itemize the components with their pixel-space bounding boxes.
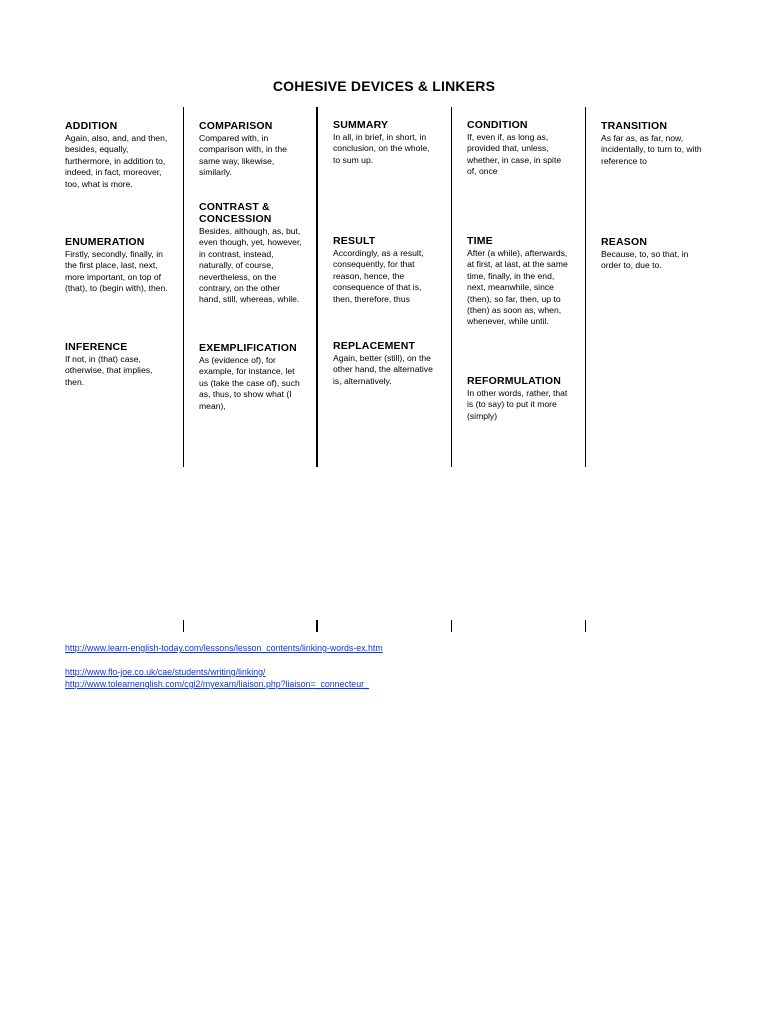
section-text: Accordingly, as a result, consequently, for that reason, hence, the consequence of that is, then, therefore, thus bbox=[333, 248, 424, 304]
section-heading: COMPARISON bbox=[199, 120, 273, 132]
column-divider bbox=[585, 107, 586, 467]
divider-tick bbox=[316, 620, 318, 632]
section-heading: REFORMULATION bbox=[467, 375, 561, 387]
column-divider bbox=[316, 107, 318, 467]
section-comparison bbox=[199, 120, 299, 179]
reference-link[interactable]: http://www.tolearnenglish.com/cgi2/myexam/liaison.php?liaison=_connecteur_ bbox=[65, 679, 369, 689]
section-time bbox=[467, 235, 571, 328]
section-addition bbox=[65, 120, 175, 190]
page-title: COHESIVE DEVICES & LINKERS bbox=[272, 78, 496, 94]
section-text: After (a while), afterwards, at first, at last, at the same time, finally, in the end, next, meanwhile, since (then), so far, then, up to (then) as soon as, when, whenever, while until. bbox=[467, 248, 568, 327]
section-text: Again, better (still), on the other hand, the alternative is, alternatively. bbox=[333, 353, 433, 386]
section-heading: EXEMPLIFICATION bbox=[199, 342, 297, 354]
section-heading: CONDITION bbox=[467, 119, 528, 131]
section-transition bbox=[601, 120, 705, 167]
section-summary bbox=[333, 119, 438, 166]
section-exemplification bbox=[199, 342, 301, 412]
section-text: In other words, rather, that is (to say) to put it more (simply) bbox=[467, 388, 568, 421]
section-heading: REPLACEMENT bbox=[333, 340, 416, 352]
section-heading: REASON bbox=[601, 236, 648, 248]
section-reformulation bbox=[467, 375, 571, 422]
section-text: Compared with, in comparison with, in the same way, likewise, similarly. bbox=[199, 133, 287, 178]
section-inference bbox=[65, 341, 165, 388]
reference-link[interactable]: http://www.learn-english-today.com/lessons/lesson_contents/linking-words-ex.htm bbox=[65, 643, 383, 653]
section-text: As far as, as far, now, incidentally, to turn to, with reference to bbox=[601, 133, 702, 166]
section-heading: INFERENCE bbox=[65, 341, 128, 353]
section-heading: RESULT bbox=[333, 235, 376, 247]
column-divider bbox=[451, 107, 452, 467]
section-text: Besides, although, as, but, even though, yet, however, in contrast, instead, naturally, of course, nevertheless, on the contrary, on the other hand, still, whereas, while. bbox=[199, 226, 302, 305]
section-text: Again, also, and, and then, besides, equally, furthermore, in addition to, indeed, in fact, moreover, too, what is more. bbox=[65, 133, 168, 189]
column-divider bbox=[183, 107, 184, 467]
section-heading: TRANSITION bbox=[601, 120, 668, 132]
section-enumeration bbox=[65, 236, 170, 295]
section-heading: ADDITION bbox=[65, 120, 118, 132]
section-text: Because, to, so that, in order to, due to. bbox=[601, 249, 689, 271]
section-heading: ENUMERATION bbox=[65, 236, 145, 248]
section-heading: CONTRAST & CONCESSION bbox=[199, 201, 272, 225]
section-contrast-concession bbox=[199, 201, 303, 306]
section-text: In all, in brief, in short, in conclusion, on the whole, to sum up. bbox=[333, 132, 430, 165]
divider-tick bbox=[183, 620, 184, 632]
section-text: If, even if, as long as, provided that, unless, whether, in case, in spite of, once bbox=[467, 132, 562, 177]
divider-tick bbox=[451, 620, 452, 632]
section-replacement bbox=[333, 340, 437, 387]
section-result bbox=[333, 235, 437, 305]
section-text: If not, in (that) case, otherwise, that implies, then. bbox=[65, 354, 153, 387]
section-heading: SUMMARY bbox=[333, 119, 389, 131]
divider-tick bbox=[585, 620, 586, 632]
reference-link[interactable]: http://www.flo-joe.co.uk/cae/students/writing/linking/ bbox=[65, 667, 266, 677]
section-text: Firstly, secondly, finally, in the first place, last, next, more important, on top of (that), to (begin with), then. bbox=[65, 249, 168, 294]
section-text: As (evidence of), for example, for instance, let us (take the case of), such as, thus, to show what (I mean), bbox=[199, 355, 300, 411]
section-condition bbox=[467, 119, 569, 178]
section-heading: TIME bbox=[467, 235, 493, 247]
section-reason bbox=[601, 236, 705, 272]
